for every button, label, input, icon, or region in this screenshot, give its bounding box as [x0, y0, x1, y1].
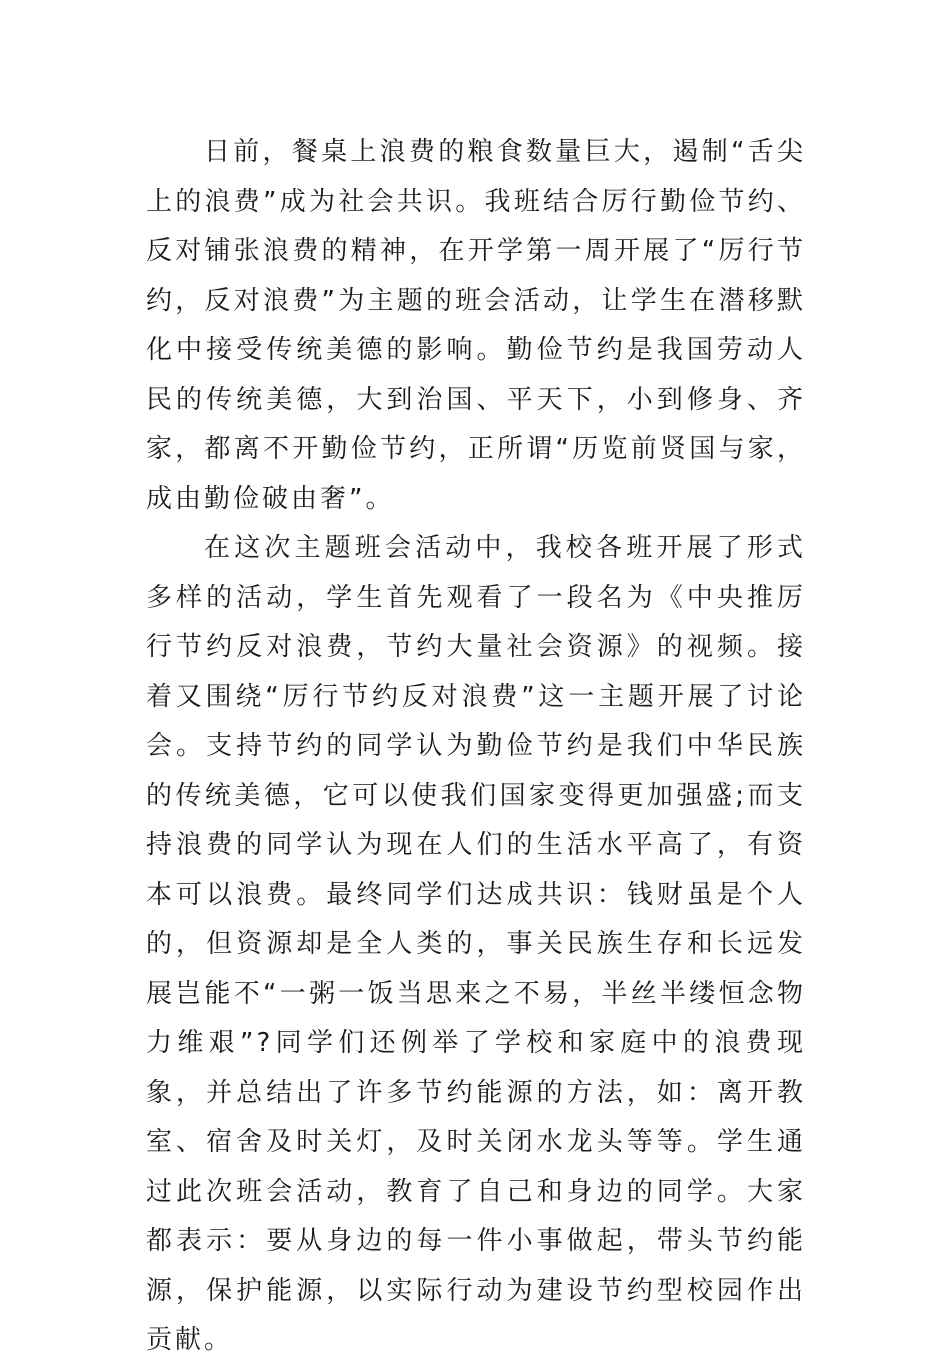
document-body: [146, 128, 806, 1366]
paragraph-intro: 日前，餐桌上浪费的粮食数量巨大，遏制“舌尖上的浪费”成为社会共识。我班结合厉行勤俭节约、反对铺张浪费的精神，在开学第一周开展了“厉行节约，反对浪费”为主题的班会活动，让学生在潜移默化中接受传统美德的影响。勤俭节约是我国劳动人民的传统美德，大到治国、平天下，小到修身、齐家，都离不开勤俭节约，正所谓“历览前贤国与家，成由勤俭破由奢”。: [146, 137, 806, 514]
paragraph-activity: 在这次主题班会活动中，我校各班开展了形式多样的活动，学生首先观看了一段名为《中央推厉行节约反对浪费，节约大量社会资源》的视频。接着又围绕“厉行节约反对浪费”这一主题开展了讨论会。支持节约的同学认为勤俭节约是我们中华民族的传统美德，它可以使我们国家变得更加强盛;而支持浪费的同学认为现在人们的生活水平高了，有资本可以浪费。最终同学们达成共识：钱财虽是个人的，但资源却是全人类的，事关民族生存和长远发展岂能不“一粥一饭当思来之不易，半丝半缕恒念物力维艰”?同学们还例举了学校和家庭中的浪费现象，并总结出了许多节约能源的方法，如：离开教室、宿舍及时关灯，及时关闭水龙头等等。学生通过此次班会活动，教育了自己和身边的同学。大家都表示：要从身边的每一件小事做起，带头节约能源，保护能源，以实际行动为建设节约型校园作出贡献。: [146, 533, 806, 1355]
